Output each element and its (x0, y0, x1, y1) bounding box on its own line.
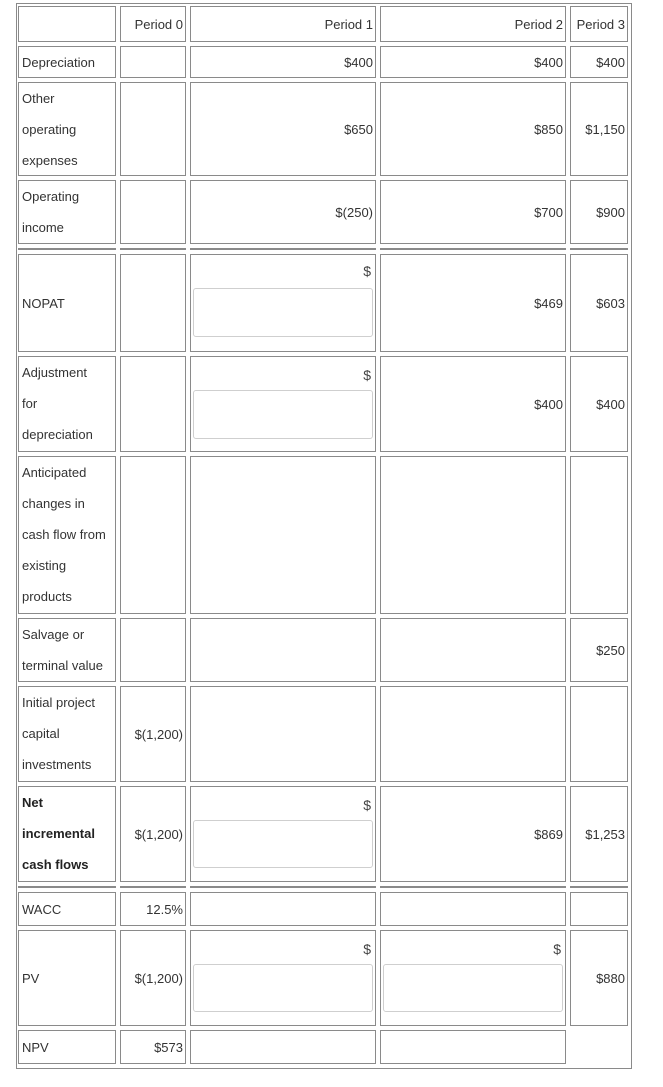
nopat-period-1 (190, 254, 376, 352)
separator-row-cell (18, 248, 116, 250)
net-cash-flows-period-1 (190, 786, 376, 882)
header-period-2 (380, 6, 566, 42)
pv-period-1-input[interactable] (193, 964, 373, 1012)
row-label-depreciation: Depreciation (18, 46, 116, 78)
operating-income-period-2: $700 (380, 180, 566, 244)
wacc-period-1 (190, 892, 376, 926)
header-period-2-label: Period 2 (514, 16, 563, 32)
header-period-3 (570, 6, 628, 42)
salvage-value-period-2 (380, 618, 566, 682)
adjustment-for-depreciation-period-3: $400 (570, 356, 628, 452)
depreciation-period-1: $400 (190, 46, 376, 78)
other-operating-expenses-period-1: $650 (190, 82, 376, 176)
operating-income-period-3: $900 (570, 180, 628, 244)
net-cash-flows-period-2: $869 (380, 786, 566, 882)
separator-row-cell (120, 248, 186, 250)
header-blank-cell (18, 6, 116, 42)
depreciation-period-3: $400 (570, 46, 628, 78)
salvage-value-period-1 (190, 618, 376, 682)
separator-row-cell (570, 886, 628, 888)
row-label-anticipated-changes: Anticipated changes in cash flow from existing products (18, 456, 116, 614)
pv-period-2-input[interactable] (383, 964, 563, 1012)
initial-capital-period-0: $(1,200) (120, 686, 186, 782)
separator-row-cell (380, 248, 566, 250)
pv-period-1-currency: $ (363, 941, 371, 957)
separator-row-cell (120, 886, 186, 888)
npv-period-1 (190, 1030, 376, 1064)
separator-row-cell (190, 886, 376, 888)
wacc-period-2 (380, 892, 566, 926)
nopat-period-1-input[interactable] (193, 288, 373, 337)
row-label-operating-income: Operating income (18, 180, 116, 244)
row-label-initial-capital: Initial project capital investments (18, 686, 116, 782)
separator-row-cell (18, 886, 116, 888)
initial-capital-period-3 (570, 686, 628, 782)
row-label-nopat: NOPAT (18, 254, 116, 352)
operating-income-period-1: $(250) (190, 180, 376, 244)
adjustment-period-1-input[interactable] (193, 390, 373, 439)
row-label-npv: NPV (18, 1030, 116, 1064)
anticipated-changes-period-3 (570, 456, 628, 614)
depreciation-period-2: $400 (380, 46, 566, 78)
net-cash-flows-period-0: $(1,200) (120, 786, 186, 882)
salvage-value-period-3: $250 (570, 618, 628, 682)
separator-row-cell (380, 886, 566, 888)
anticipated-changes-period-2 (380, 456, 566, 614)
adjustment-period-1-currency: $ (363, 367, 371, 383)
pv-period-0: $(1,200) (120, 930, 186, 1026)
wacc-period-0: 12.5% (120, 892, 186, 926)
net-cash-flows-period-1-currency: $ (363, 797, 371, 813)
separator-row-cell (570, 248, 628, 250)
pv-period-2 (380, 930, 566, 1026)
row-label-wacc: WACC (18, 892, 116, 926)
separator-row-cell (190, 248, 376, 250)
header-period-3-label: Period 3 (576, 16, 625, 32)
nopat-period-1-currency: $ (363, 263, 371, 279)
header-period-1-label: Period 1 (324, 16, 373, 32)
nopat-period-0 (120, 254, 186, 352)
net-cash-flows-period-1-input[interactable] (193, 820, 373, 868)
net-cash-flows-period-3: $1,253 (570, 786, 628, 882)
header-period-0 (120, 6, 186, 42)
anticipated-changes-period-0 (120, 456, 186, 614)
cash-flow-table (16, 3, 632, 1069)
other-operating-expenses-period-2: $850 (380, 82, 566, 176)
pv-period-1 (190, 930, 376, 1026)
salvage-value-period-0 (120, 618, 186, 682)
nopat-period-3: $603 (570, 254, 628, 352)
adjustment-for-depreciation-period-2: $400 (380, 356, 566, 452)
wacc-period-3 (570, 892, 628, 926)
initial-capital-period-1 (190, 686, 376, 782)
row-label-net-incremental-cash-flows: Net incremental cash flows (18, 786, 116, 882)
operating-income-period-0 (120, 180, 186, 244)
header-period-1 (190, 6, 376, 42)
initial-capital-period-2 (380, 686, 566, 782)
depreciation-period-0 (120, 46, 186, 78)
anticipated-changes-period-1 (190, 456, 376, 614)
npv-period-0: $573 (120, 1030, 186, 1064)
npv-period-2 (380, 1030, 566, 1064)
nopat-period-2: $469 (380, 254, 566, 352)
other-operating-expenses-period-3: $1,150 (570, 82, 628, 176)
other-operating-expenses-period-0 (120, 82, 186, 176)
pv-period-3: $880 (570, 930, 628, 1026)
row-label-other-operating-expenses: Other operating expenses (18, 82, 116, 176)
adjustment-for-depreciation-period-0 (120, 356, 186, 452)
header-period-0-label: Period 0 (134, 16, 183, 32)
row-label-salvage-value: Salvage or terminal value (18, 618, 116, 682)
row-label-adjustment-for-depreciation: Adjustment for depreciation (18, 356, 116, 452)
row-label-pv: PV (18, 930, 116, 1026)
pv-period-2-currency: $ (553, 941, 561, 957)
adjustment-for-depreciation-period-1 (190, 356, 376, 452)
